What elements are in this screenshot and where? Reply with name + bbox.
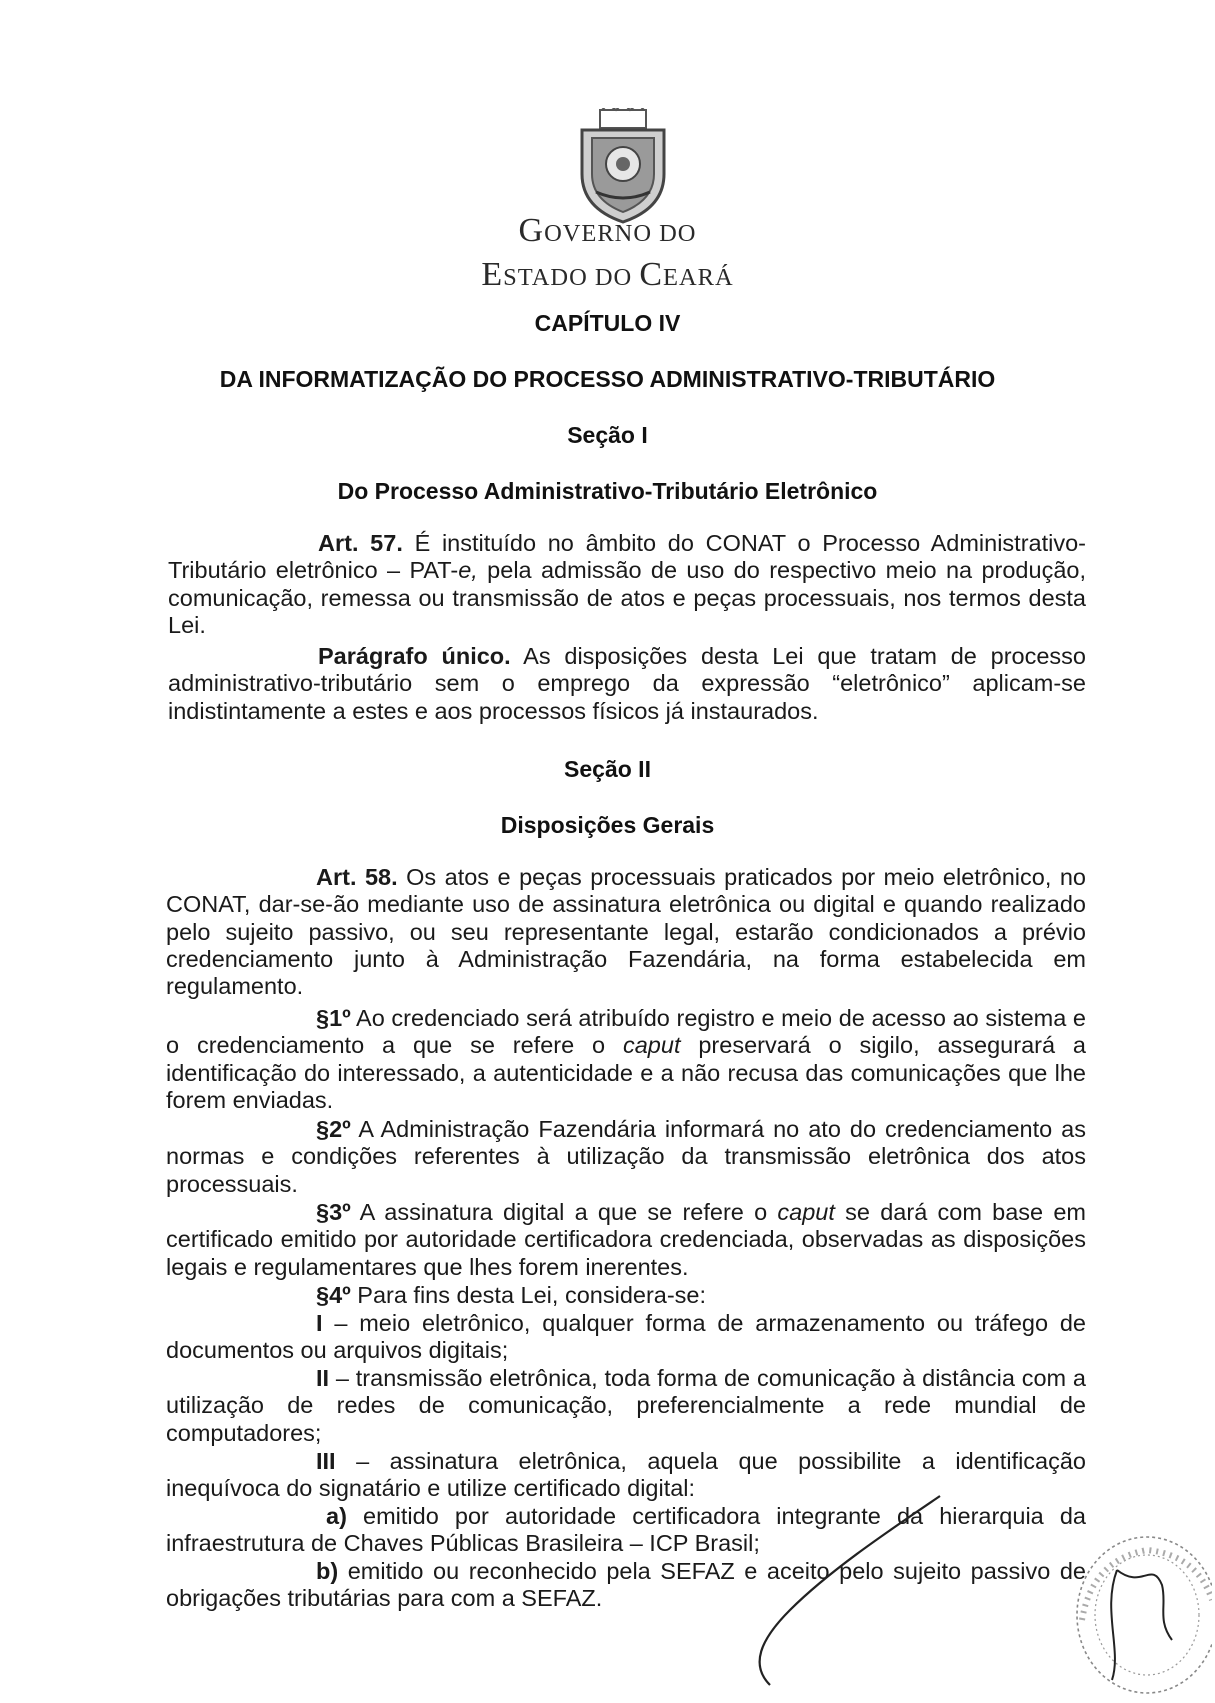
gov-line2-ceara-initial: C	[639, 256, 664, 293]
p2-label: §2º	[316, 1116, 351, 1142]
art58-text: Os atos e peças processuais praticados por meio eletrônico, no CONAT, dar-se-ão mediante uso de assinatura eletrônica ou digital e quando realizado pelo sujeito passivo, ou seu representante legal, estarão condicionados a prévio credenciamento junto à Administração Fazendária, na forma estabelecida em regulamento.	[166, 864, 1086, 1000]
p1-label: §1º	[316, 1005, 351, 1031]
art57-par-text: As disposições desta Lei que tratam de processo administrativo-tributário sem o emprego da expressão “eletrônico” aplicam-se indistintamente a estes e aos processos físicos já instaurados.	[168, 643, 1086, 724]
gov-line2-do: DO	[587, 264, 640, 291]
article-57	[168, 530, 1086, 639]
section1-heading: Seção I	[567, 422, 648, 448]
inciso-2	[166, 1365, 1086, 1447]
alb-text: emitido ou reconhecido pela SEFAZ e aceito pelo sujeito passivo de obrigações tributárias para com a SEFAZ.	[166, 1558, 1086, 1612]
coat-of-arms-icon	[568, 108, 678, 224]
inciso-1	[166, 1310, 1086, 1365]
art57-par-label: Parágrafo único.	[318, 643, 511, 669]
art58-label: Art. 58.	[316, 864, 398, 890]
government-title-line2	[0, 256, 1215, 294]
gov-line1-rest: OVERNO	[544, 220, 653, 247]
section2-title: Disposições Gerais	[500, 812, 715, 838]
p3-text-b: se dará com base em certificado emitido por autoridade certificadora credenciada, observadas as disposições legais e regulamentares que lhes forem inerentes.	[166, 1199, 1087, 1280]
chapter-heading: CAPÍTULO IV	[534, 310, 681, 336]
alb-label: b)	[316, 1558, 339, 1584]
ala-label: a)	[326, 1503, 347, 1529]
art57-text-b: pela admissão de uso do respectivo meio na produção, comunicação, remessa ou transmissão de atos e peças processuais, nos termos desta Lei.	[168, 557, 1086, 638]
chapter-title: DA INFORMATIZAÇÃO DO PROCESSO ADMINISTRATIVO-TRIBUTÁRIO	[219, 366, 996, 392]
inc3-text: – assinatura eletrônica, aquela que possibilite a identificação inequívoca do signatário e utilize certificado digital:	[166, 1448, 1086, 1502]
art58-paragraph-1	[166, 1005, 1086, 1114]
gov-line2-ceara-rest: EARÁ	[663, 264, 734, 291]
art58-paragraph-3	[166, 1199, 1086, 1281]
art57-text-a: É instituído no âmbito do CONAT o Processo Administrativo-Tributário eletrônico – PAT-	[168, 530, 1086, 584]
gov-line2-initial: E	[481, 256, 504, 293]
government-title-line1	[0, 212, 1215, 250]
article-58	[166, 864, 1086, 1000]
p3-label: §3º	[316, 1199, 351, 1225]
inc2-label: II	[316, 1365, 330, 1391]
ala-text: emitido por autoridade certificadora integrante da hierarquia da infraestrutura de Chaves Públicas Brasileira – ICP Brasil;	[166, 1503, 1086, 1557]
official-stamp-icon	[1062, 1530, 1212, 1700]
inc2-text: – transmissão eletrônica, toda forma de comunicação à distância com a utilização de redes de comunicação, preferencialmente a rede mundial de computadores;	[166, 1365, 1086, 1446]
art57-label: Art. 57.	[318, 530, 403, 556]
art58-paragraph-4	[166, 1282, 1086, 1309]
p3-text-a: A assinatura digital a que se refere o	[350, 1199, 778, 1225]
art57-italic: e,	[458, 557, 478, 584]
gov-line2-estado-rest: STADO	[503, 264, 588, 291]
p4-label: §4º	[316, 1282, 351, 1308]
p1-italic: caput	[622, 1032, 681, 1059]
p3-italic: caput	[777, 1199, 835, 1225]
art58-paragraph-2	[166, 1116, 1086, 1198]
p2-text: A Administração Fazendária informará no ato do credenciamento as normas e condições referentes à utilização da transmissão eletrônica dos atos processuais.	[166, 1116, 1086, 1197]
inc1-text: – meio eletrônico, qualquer forma de armazenamento ou tráfego de documentos ou arquivos digitais;	[166, 1310, 1086, 1364]
section1-title: Do Processo Administrativo-Tributário Eletrônico	[337, 478, 878, 504]
p1-text-a: Ao credenciado será atribuído registro e meio de acesso ao sistema e o credenciamento a que se refere o	[166, 1005, 1086, 1059]
p4-text: Para fins desta Lei, considera-se:	[350, 1282, 707, 1308]
gov-line1-initial: G	[518, 212, 545, 249]
inc1-label: I	[316, 1310, 323, 1336]
p1-text-b: preservará o sigilo, assegurará a identificação do interessado, a autenticidade e a não recusa das comunicações que lhe forem enviadas.	[166, 1032, 1086, 1113]
inc3-label: III	[316, 1448, 336, 1474]
section2-heading: Seção II	[564, 756, 651, 782]
signature-icon	[740, 1490, 960, 1690]
article-57-paragraph	[168, 643, 1086, 725]
gov-line1-do: DO	[652, 220, 697, 247]
